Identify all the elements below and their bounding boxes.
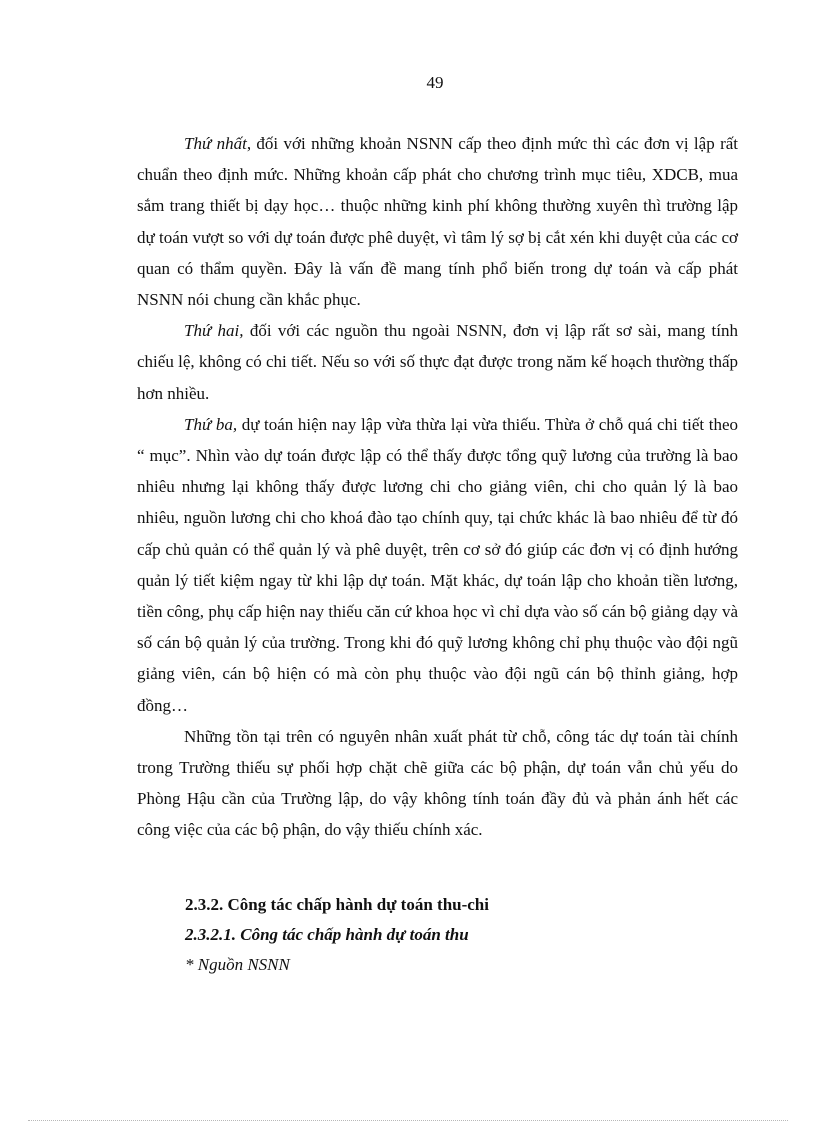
item-heading: * Nguồn NSNN [185, 955, 290, 974]
paragraph-lead: Thứ hai, [184, 321, 244, 341]
paragraph-thu-hai [137, 315, 738, 409]
paragraph-text: Những tồn tại trên có nguyên nhân xuất phát từ chỗ, công tác dự toán tài chính trong Trường thiếu sự phối hợp chặt chẽ giữa các bộ phận, dự toán vẫn chủ yếu do Phòng Hậu cần của Trường lập, do vậy không tính toán đầy đủ và phản ánh hết các công việc của các bộ phận, do vậy thiếu chính xác. [137, 726, 738, 840]
subsection-heading: 2.3.2.1. Công tác chấp hành dự toán thu [185, 925, 469, 944]
paragraph-text: đối với các nguồn thu ngoài NSNN, đơn vị lập rất sơ sài, mang tính chiếu lệ, không có chi tiết. Nếu so với số thực đạt được trong năm kế hoạch thường thấp hơn nhiều. [137, 321, 739, 403]
paragraph-text: , đối với những khoản NSNN cấp theo định mức thì các đơn vị lập rất chuẩn theo định mức. Những khoản cấp phát cho chương trình mục tiêu, XDCB, mua sắm trang thiết bị dạy học… thuộc những kinh phí không thường xuyên thì trường lập dự toán vượt so với dự toán được phê duyệt, vì tâm lý sợ bị cắt xén khi duyệt của các cơ quan có thẩm quyền. Đây là vấn đề mang tính phổ biến trong dự toán và cấp phát NSNN nói chung cần khắc phục. [137, 134, 738, 310]
body-text [137, 128, 738, 846]
paragraph-thu-nhat [137, 128, 738, 315]
page-bottom-border [28, 1120, 788, 1121]
paragraph-text: dự toán hiện nay lập vừa thừa lại vừa thiếu. Thừa ở chỗ quá chi tiết theo “ mục”. Nhìn vào dự toán được lập có thể thấy được tổng quỹ lương của trường là bao nhiêu nhưng lại không thấy được lương chi cho giảng viên, chi cho quản lý là bao nhiêu, nguồn lương chi cho khoá đào tạo chính quy, tại chức khác là bao nhiêu để từ đó cấp chủ quản có thể quản lý và phê duyệt, trên cơ sở đó giúp các đơn vị có định hướng quản lý tiết kiệm ngay từ khi lập dự toán. Mặt khác, dự toán lập cho khoản tiền lương, tiền công, phụ cấp hiện nay thiếu căn cứ khoa học vì chỉ dựa vào số cán bộ giảng dạy và số cán bộ quản lý của trường. Trong khi đó quỹ lương không chỉ phụ thuộc vào đội ngũ giảng viên, cán bộ hiện có mà còn phụ thuộc vào đội ngũ cán bộ thỉnh giảng, hợp đồng… [137, 414, 738, 715]
page-number: 49 [426, 73, 444, 92]
section-heading: 2.3.2. Công tác chấp hành dự toán thu-chi [185, 895, 489, 914]
paragraph-thu-ba [137, 409, 738, 721]
heading-block [185, 890, 489, 980]
paragraph-lead: Thứ ba, [184, 414, 238, 434]
paragraph-lead: Thứ nhất [184, 134, 247, 153]
paragraph-ton-tai [137, 721, 738, 846]
